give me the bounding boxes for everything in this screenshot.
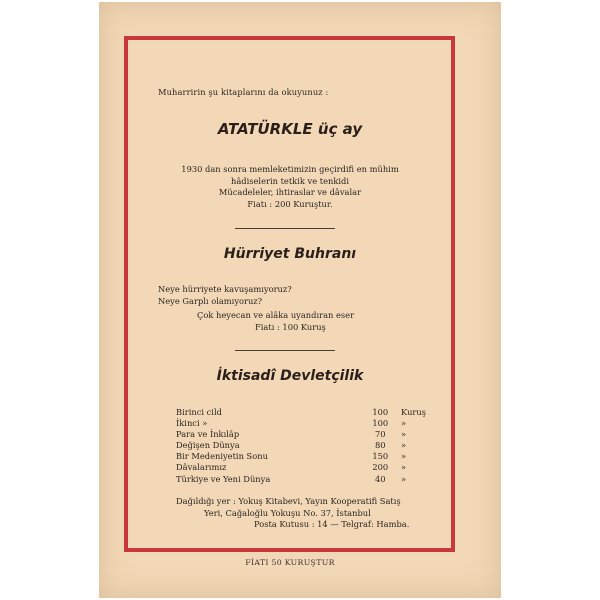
book2-price: Fiatı : 100 Kuruş [255,322,326,332]
volume-price: 100 [372,418,389,429]
volume-unit: Kuruş [401,407,426,417]
book2-line: Neye Garplı olamıyoruz? [158,296,263,306]
list-item [176,440,426,451]
volume-price: 100 [372,407,389,417]
volume-price: 80 [375,440,386,451]
volume-name: Birinci cild [176,407,222,417]
divider [235,228,335,229]
volume-unit: » [401,473,407,484]
intro-text: Muharririn şu kitaplarını da okuyunuz : [158,87,329,97]
divider [235,350,335,351]
book1-title: ATATÜRKLE üç ay [217,120,363,138]
volume-price: 70 [375,429,386,440]
list-item [176,451,426,462]
volume-price: 200 [372,462,389,473]
list-item [176,407,426,418]
volume-name: Değişen Dünya [176,440,240,451]
volume-unit: » [401,440,407,451]
volume-unit: » [401,462,407,473]
distribution-info [176,496,448,531]
book1-line: hâdiselerin tetkik ve tenkidi [231,175,349,186]
list-item [176,462,426,473]
volume-price-list [176,407,426,485]
book3-title: İktisadî Devletçilik [216,368,364,384]
list-item [176,418,426,429]
book1-line: Mücadeleler, ihtiraslar ve dâvalar [218,187,362,197]
book2-line: Çok heyecan ve alâka uyandıran eser [197,310,355,320]
list-item [176,474,426,485]
volume-name: İkinci » [176,418,208,429]
distribution-line: Yeri, Cağaloğlu Yokuşu No. 37, İstanbul [204,507,371,518]
book1-price: Fiatı : 200 Kuruştur. [247,198,333,209]
book1-line: 1930 dan sonra memleketimizin geçirdifi en mühim [181,164,399,174]
volume-unit: » [401,429,407,440]
volume-name: Türkiye ve Yeni Dünya [176,473,271,484]
book2-title: Hürriyet Buhranı [223,246,357,262]
volume-name: Bir Medeniyetin Sonu [176,451,268,462]
volume-name: Para ve İnkılâp [176,429,240,440]
book2-line: Neye hürriyete kavuşamıyoruz? [158,284,292,294]
volume-unit: » [401,451,407,462]
list-item [176,429,426,440]
book1-description [126,164,454,210]
distribution-line: Posta Kutusu : 14 — Telgraf: Hamba. [254,519,410,529]
volume-price: 40 [375,473,386,484]
volume-price: 150 [372,451,389,462]
cover-price: FİATI 50 KURUŞTUR [245,558,335,567]
volume-name: Dâvalarımız [176,462,227,473]
volume-unit: » [401,418,407,429]
distribution-line: Dağıldığı yer : Yokuş Kitabevi, Yayın Kooperatifi Satış [176,496,401,506]
